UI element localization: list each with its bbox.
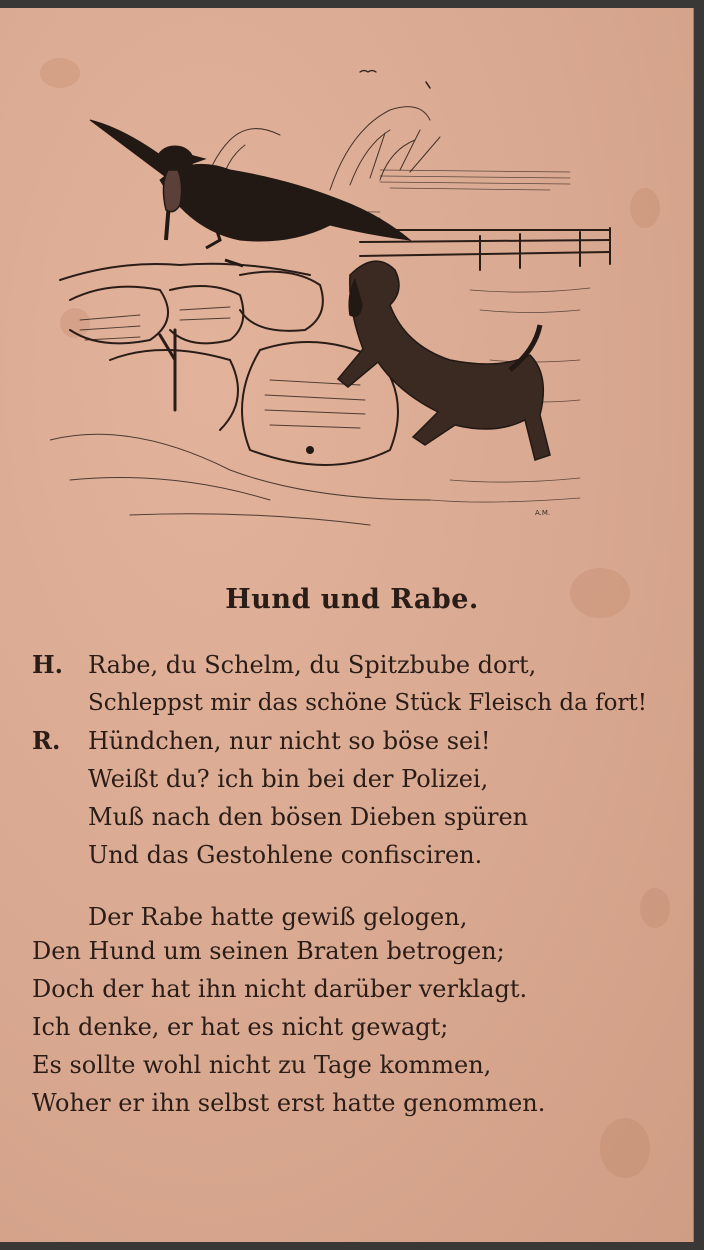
woodcut-illustration xyxy=(50,60,630,530)
verse-line: Rabe, du Schelm, du Spitzbube dort, xyxy=(88,651,537,679)
verse-line: Doch der hat ihn nicht darüber verklagt. xyxy=(32,975,528,1003)
verse-line: Ich denke, er hat es nicht gewagt; xyxy=(32,1013,449,1041)
verse-line: Den Hund um seinen Braten betrogen; xyxy=(32,937,505,965)
verse-line: Hündchen, nur nicht so böse sei! xyxy=(88,727,491,755)
verse-line: Schleppst mir das schöne Stück Fleisch da fort! xyxy=(88,690,647,716)
poem-title: Hund und Rabe. xyxy=(225,584,479,615)
verse-line: Weißt du? ich bin bei der Polizei, xyxy=(88,765,489,793)
verse-line: Und das Gestohlene confisciren. xyxy=(88,841,483,869)
speaker-label: H. xyxy=(32,650,64,679)
verse-line: Woher er ihn selbst erst hatte genommen. xyxy=(32,1089,546,1117)
verse-line: Muß nach den bösen Dieben spüren xyxy=(88,803,529,831)
verse-line: Der Rabe hatte gewiß gelogen, xyxy=(88,903,468,931)
illustrator-signature: A.M. xyxy=(535,509,551,517)
verse-line: Es sollte wohl nicht zu Tage kommen, xyxy=(32,1051,492,1079)
speaker-label: R. xyxy=(32,726,61,755)
